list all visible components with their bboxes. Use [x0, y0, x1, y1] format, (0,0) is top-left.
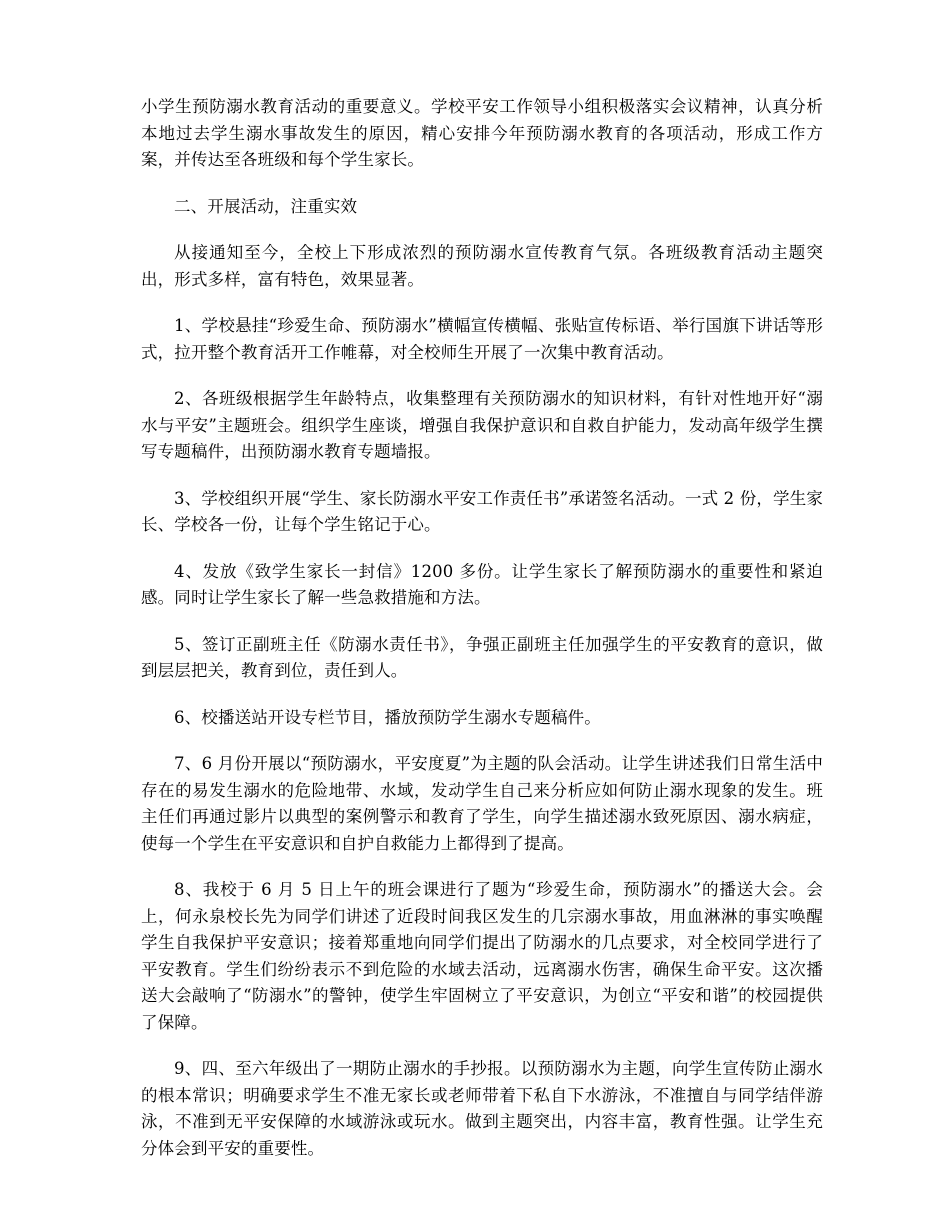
paragraph-item-8: 8、我校于 6 月 5 日上午的班会课进行了题为“珍爱生命，预防溺水”的播送大会。会上，何永泉校长先为同学们讲述了近段时间我区发生的几宗溺水事故，用血淋淋的事实唤醒学生自我保护平安意识；接着郑重地向同学们提出了防溺水的几点要求，对全校同学进行了平安教育。学生们纷纷表示不到危险的水域去活动，远离溺水伤害，确保生命平安。这次播送大会敲响了“防溺水”的警钟，使学生牢固树立了平安意识，为创立“平安和谐”的校园提供了保障。: [141, 880, 823, 1032]
document-page: [141, 94, 823, 1182]
paragraph-overview: 从接通知至今，全校上下形成浓烈的预防溺水宣传教育气氛。各班级教育活动主题突出，形式多样，富有特色，效果显著。: [141, 243, 823, 289]
paragraph-item-4: 4、发放《致学生家长一封信》1200 多份。让学生家长了解预防溺水的重要性和紧迫感。同时让学生家长了解一些急救措施和方法。: [141, 561, 823, 607]
paragraph-item-2: 2、各班级根据学生年龄特点，收集整理有关预防溺水的知识材料，有针对性地开好“溺水与平安”主题班会。组织学生座谈，增强自我保护意识和自救自护能力，发动高年级学生撰写专题稿件，出预防溺水教育专题墙报。: [141, 389, 823, 461]
paragraph-intro-continuation: 小学生预防溺水教育活动的重要意义。学校平安工作领导小组积极落实会议精神，认真分析本地过去学生溺水事故发生的原因，精心安排今年预防溺水教育的各项活动，形成工作方案，并传达至各班级和每个学生家长。: [141, 97, 823, 169]
paragraph-item-7: 7、6 月份开展以“预防溺水，平安度夏”为主题的队会活动。让学生讲述我们日常生活中存在的易发生溺水的危险地带、水域，发动学生自己来分析应如何防止溺水现象的发生。班主任们再通过影片以典型的案例警示和教育了学生，向学生描述溺水致死原因、溺水病症，使每一个学生在平安意识和自护自救能力上都得到了提高。: [141, 754, 823, 853]
paragraph-item-5: 5、签订正副班主任《防溺水责任书》，争强正副班主任加强学生的平安教育的意识，做到层层把关，教育到位，责任到人。: [141, 634, 823, 680]
paragraph-item-3: 3、学校组织开展“学生、家长防溺水平安工作责任书”承诺签名活动。一式 2 份，学生家长、学校各一份，让每个学生铭记于心。: [141, 488, 823, 534]
paragraph-item-9: 9、四、至六年级出了一期防止溺水的手抄报。以预防溺水为主题，向学生宣传防止溺水的根本常识；明确要求学生不准无家长或老师带着下私自下水游泳，不准擅自与同学结伴游泳，不准到无平安保障的水域游泳或玩水。做到主题突出，内容丰富，教育性强。让学生充分体会到平安的重要性。: [141, 1059, 823, 1158]
paragraph-item-1: 1、学校悬挂“珍爱生命、预防溺水”横幅宣传横幅、张贴宣传标语、举行国旗下讲话等形式，拉开整个教育活开工作帷幕，对全校师生开展了一次集中教育活动。: [141, 316, 823, 362]
paragraph-item-6: 6、校播送站开设专栏节目，播放预防学生溺水专题稿件。: [174, 707, 601, 727]
section-heading-activities: 二、开展活动，注重实效: [174, 196, 358, 216]
